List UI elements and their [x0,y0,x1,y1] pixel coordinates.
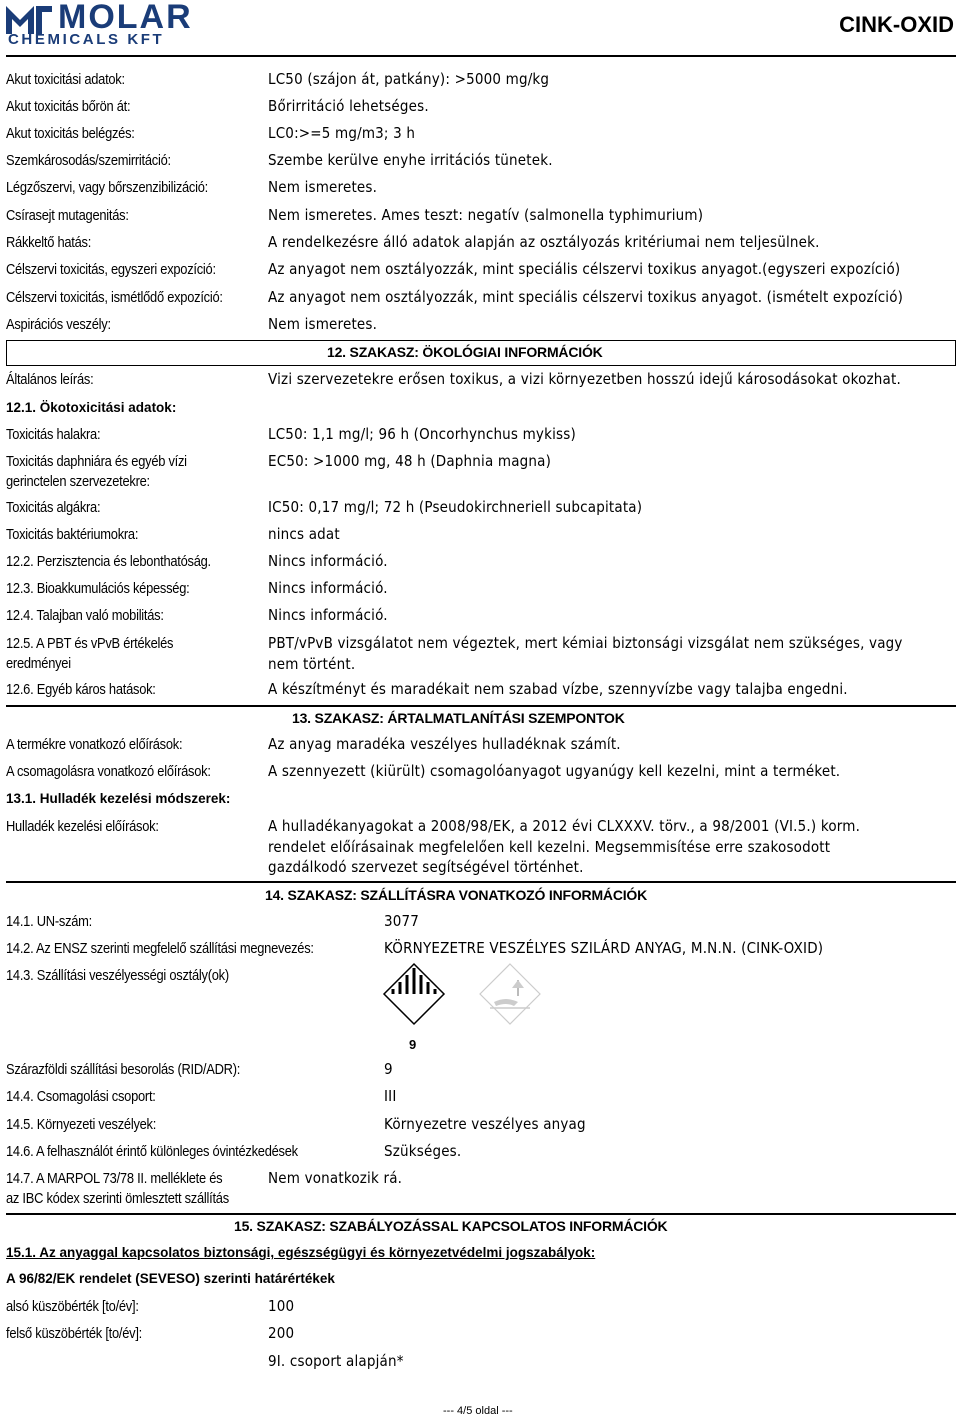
environmental-hazards-value: Környezetre veszélyes anyag [384,1115,586,1133]
lower-threshold-value: 100 [268,1297,295,1315]
shipping-name-value: KÖRNYEZETRE VESZÉLYES SZILÁRD ANYAG, M.N.N. (CINK-OXID) [384,939,824,957]
land-transport-value: 9 [384,1060,393,1078]
product-rules-label: A termékre vonatkozó előírások: [6,736,183,753]
un-number-value: 3077 [384,912,420,930]
other-effects-label: 12.6. Egyéb káros hatások: [6,681,156,698]
bioaccumulation-value: Nincs információ. [268,579,388,597]
seveso-heading: A 96/82/EK rendelet (SEVESO) szerinti határértékek [6,1271,335,1286]
algae-value: IC50: 0,17 mg/l; 72 h (Pseudokirchneriell subcapitata) [268,498,643,516]
tox-label: Szemkárosodás/szemirritáció: [6,152,171,169]
hazard-class-label: 14.3. Szállítási veszélyességi osztály(ok) [6,967,229,984]
tox-value: Nem ismeretes. Ames teszt: negatív (salmonella typhimurium) [268,206,704,224]
tox-label: Akut toxicitási adatok: [6,71,125,88]
pictogram-number: 9 [409,1037,417,1052]
tox-label: Akut toxicitás bőrön át: [6,98,131,115]
class-9-hazard-pictogram [382,962,446,1026]
pbt-label-1: 12.5. A PBT és vPvB értékelés [6,635,174,652]
environmental-hazard-pictogram [478,962,542,1026]
subsection-13-1: 13.1. Hulladék kezelési módszerek: [6,791,231,806]
tox-value: Bőrirritáció lehetséges. [268,97,429,115]
persistence-value: Nincs információ. [268,552,388,570]
class-9-hazard-icon [382,962,446,1026]
section-15-rule [6,1213,956,1215]
environmental-hazards-label: 14.5. Környezeti veszélyek: [6,1116,157,1133]
other-effects-value: A készítményt és maradékait nem szabad vízbe, szennyvízbe vagy talajba engedni. [268,680,848,698]
algae-label: Toxicitás algákra: [6,499,101,516]
waste-rules-value-1: A hulladékanyagokat a 2008/98/EK, a 2012 évi CLXXXV. törv., a 98/2001 (VI.5.) korm. [268,817,861,835]
logo-text-main: MOLAR [58,0,193,36]
tox-value: Szembe kerülve enyhe irritációs tünetek. [268,151,553,169]
section-12-header [6,340,956,366]
packing-group-value: III [384,1087,397,1105]
upper-threshold-label: felső küszöbérték [to/év]: [6,1325,142,1342]
tox-value: LC50 (szájon át, patkány): >5000 mg/kg [268,70,550,88]
tox-label: Csírasejt mutagenitás: [6,207,129,224]
section-13-rule [6,705,956,707]
tox-value: Az anyagot nem osztályozzák, mint speciális célszervi toxikus anyagot.(egyszeri expozíció) [268,260,901,278]
packaging-rules-value: A szennyezett (kiürült) csomagolóanyagot ugyanúgy kell kezelni, mint a terméket. [268,762,841,780]
header-rule [6,55,956,57]
packing-group-label: 14.4. Csomagolási csoport: [6,1088,156,1105]
tox-value: Az anyagot nem osztályozzák, mint speciális célszervi toxikus anyagot. (ismételt expozíció) [268,288,904,306]
waste-rules-value-2: rendelet előírásainak megfelelően kell kezelni. Megsemmisítése erre szakosodott [268,838,831,856]
tox-label: Légzőszervi, vagy bőrszenzibilizáció: [6,179,208,196]
logo-mark-icon [6,4,52,34]
fish-value: LC50: 1,1 mg/l; 96 h (Oncorhynchus mykiss) [268,425,576,443]
general-label: Általános leírás: [6,371,94,388]
company-logo [6,2,236,48]
general-value: Vizi szervezetekre erősen toxikus, a vizi környezetben hosszú idejű károsodásokat okozhat. [268,370,901,388]
environmental-hazard-icon [478,962,542,1026]
mobility-label: 12.4. Talajban való mobilitás: [6,607,164,624]
tox-value: Nem ismeretes. [268,178,378,196]
fish-label: Toxicitás halakra: [6,426,101,443]
tox-value: Nem ismeretes. [268,315,378,333]
land-transport-label: Szárazföldi szállítási besorolás (RID/ADR): [6,1061,241,1078]
pbt-value-1: PBT/vPvB vizsgálatot nem végeztek, mert kémiai biztonsági vizsgálat nem szükséges, vagy [268,634,903,652]
product-name: CINK-OXID [839,12,954,37]
lower-threshold-label: alsó küszöbérték [to/év]: [6,1298,139,1315]
tox-label: Célszervi toxicitás, ismétlődő expozíció: [6,289,223,306]
section-13-title: 13. SZAKASZ: ÁRTALMATLANÍTÁSI SZEMPONTOK [292,710,625,726]
section-12-title: 12. SZAKASZ: ÖKOLÓGIAI INFORMÁCIÓK [327,344,603,360]
logo-text-sub: CHEMICALS KFT [8,31,165,48]
daphnia-value: EC50: >1000 mg, 48 h (Daphnia magna) [268,452,552,470]
marpol-value: Nem vonatkozik rá. [268,1169,403,1187]
bioaccumulation-label: 12.3. Bioakkumulációs képesség: [6,580,190,597]
special-precautions-label: 14.6. A felhasználót érintő különleges óvintézkedések [6,1143,298,1160]
section-15-title: 15. SZAKASZ: SZABÁLYOZÁSSAL KAPCSOLATOS INFORMÁCIÓK [234,1218,668,1234]
tox-label: Rákkeltő hatás: [6,234,92,251]
group-note: 9I. csoport alapján* [268,1352,404,1370]
packaging-rules-label: A csomagolásra vonatkozó előírások: [6,763,211,780]
daphnia-label-2: gerinctelen szervezetekre: [6,473,150,490]
tox-value: LC0:>=5 mg/m3; 3 h [268,124,416,142]
shipping-name-label: 14.2. Az ENSZ szerinti megfelelő szállítási megnevezés: [6,940,314,957]
marpol-label-1: 14.7. A MARPOL 73/78 II. melléklete és [6,1170,223,1187]
subsection-12-1: 12.1. Ökotoxicitási adatok: [6,400,177,415]
bacteria-value: nincs adat [268,525,340,543]
product-rules-value: Az anyag maradéka veszélyes hulladéknak számít. [268,735,621,753]
special-precautions-value: Szükséges. [384,1142,462,1160]
page-number: --- 4/5 oldal --- [443,1405,513,1417]
mobility-value: Nincs információ. [268,606,388,624]
subsection-15-1: 15.1. Az anyaggal kapcsolatos biztonsági, egészségügyi és környezetvédelmi jogszabályok: [6,1245,596,1260]
waste-rules-label: Hulladék kezelési előírások: [6,818,159,835]
tox-label: Aspirációs veszély: [6,316,111,333]
upper-threshold-value: 200 [268,1324,295,1342]
un-number-label: 14.1. UN-szám: [6,913,92,930]
pbt-value-2: nem történt. [268,655,356,673]
pbt-label-2: eredményei [6,655,71,672]
persistence-label: 12.2. Perzisztencia és lebonthatóság. [6,553,211,570]
daphnia-label-1: Toxicitás daphniára és egyéb vízi [6,453,187,470]
tox-label: Akut toxicitás belégzés: [6,125,135,142]
tox-label: Célszervi toxicitás, egyszeri expozíció: [6,261,216,278]
bacteria-label: Toxicitás baktériumokra: [6,526,139,543]
waste-rules-value-3: gazdálkodó szervezet segítségével történhet. [268,858,584,876]
marpol-label-2: az IBC kódex szerinti ömlesztett szállítás [6,1190,229,1207]
tox-value: A rendelkezésre álló adatok alapján az osztályozás kritériumai nem teljesülnek. [268,233,820,251]
section-14-rule [6,881,956,883]
section-14-title: 14. SZAKASZ: SZÁLLÍTÁSRA VONATKOZÓ INFORMÁCIÓK [265,887,648,903]
